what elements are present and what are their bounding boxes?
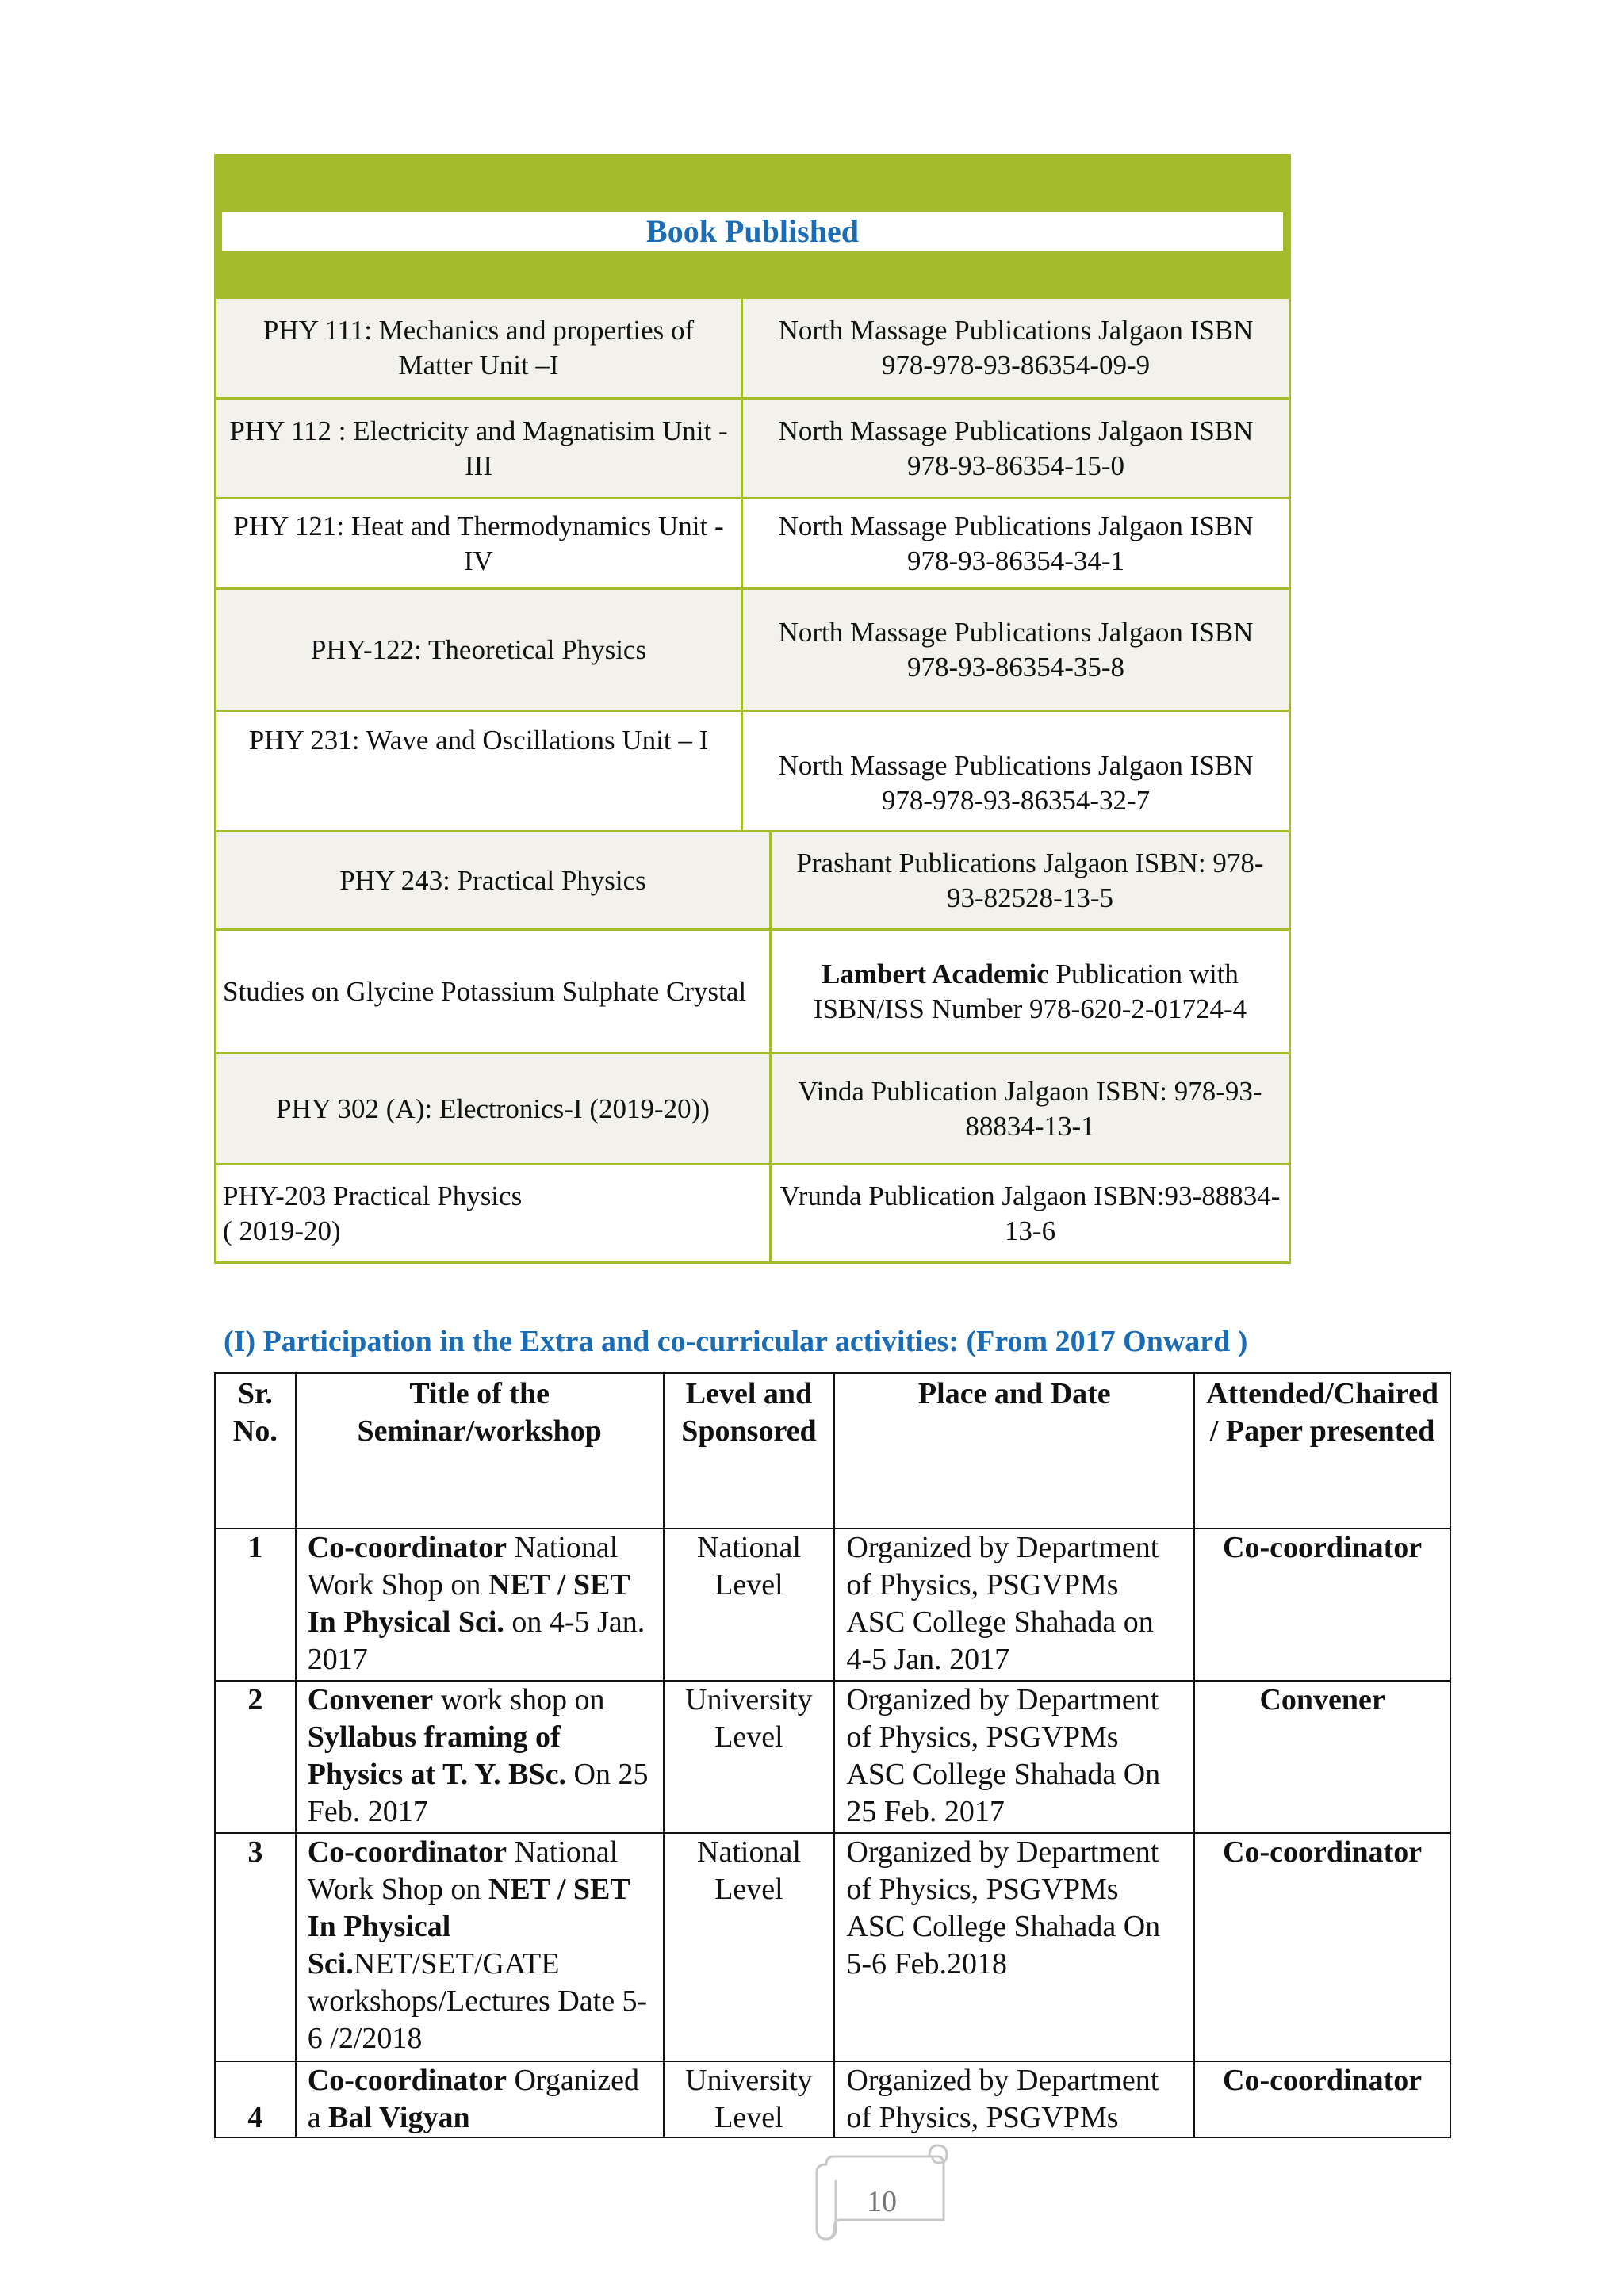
book-publisher [772,931,1289,1052]
column-header-role: Attended/Chaired / Paper presented [1194,1373,1450,1529]
book-title: PHY 121: Heat and Thermodynamics Unit -IV [216,499,743,587]
table-row [215,2061,1450,2137]
role: Co-coordinator [1194,2061,1450,2137]
title-text: Organized a [307,2064,640,2134]
book-publisher: North Massage Publications Jalgaon ISBN 978-93-86354-34-1 [778,510,1254,576]
title-text: work shop on [433,1683,605,1716]
table-row [214,590,1291,712]
place-date: Organized by Department of Physics, PSGVPMs ASC College Shahada on 4-5 Jan. 2017 [834,1529,1194,1681]
seminar-title [296,1529,664,1681]
role-text: Co-coordinator [307,1531,507,1564]
book-title: PHY 302 (A): Electronics-I (2019-20)) [216,1054,772,1163]
table-row [214,499,1291,590]
table-row [214,400,1291,499]
column-header-title: Title of the Seminar/workshop [296,1373,664,1529]
publisher-name: Lambert Academic [822,958,1049,989]
sr-no: 4 [215,2061,296,2137]
table-row [214,1054,1291,1165]
book-title [216,931,772,1052]
table-row [214,712,1291,832]
table-row [215,1681,1450,1833]
sr-no: 1 [215,1529,296,1681]
table-row [214,1165,1291,1264]
place-date: Organized by Department of Physics, PSGVPMs ASC College Shahada On 5-6 Feb.2018 [834,1833,1194,2061]
book-title: PHY-122: Theoretical Physics [216,590,743,710]
column-header-level: Level and Sponsored [664,1373,835,1529]
level-sponsored: University Level [664,1681,835,1833]
level-sponsored: National Level [664,1529,835,1681]
title-bold-text: Syllabus framing of Physics at T. Y. BSc. [307,1720,567,1791]
table-row [214,299,1291,400]
book-publisher: Vrunda Publication Jalgaon ISBN:93-88834-13-6 [779,1180,1281,1246]
sr-no: 3 [215,1833,296,2061]
role-text: Co-coordinator [307,2064,507,2097]
title-date-text: On 25 Feb. 2017 [307,1758,649,1828]
book-title: PHY 243: Practical Physics [216,832,772,928]
book-publisher: Prashant Publications Jalgaon ISBN: 978-93-82528-13-5 [796,847,1264,913]
seminar-title [296,2061,664,2137]
level-sponsored: University Level [664,2061,835,2137]
role-text: Convener [307,1683,434,1716]
table-row [215,1529,1450,1681]
table-header-row [215,1373,1450,1529]
table-row [214,931,1291,1054]
role: Co-coordinator [1194,1529,1450,1681]
book-title-line: PHY-203 Practical Physics [223,1180,523,1211]
level-sponsored: National Level [664,1833,835,2061]
book-publisher: North Massage Publications Jalgaon ISBN 978-978-93-86354-09-9 [778,315,1254,381]
book-title: PHY 231: Wave and Oscillations Unit – I [216,712,743,830]
participation-table [214,1372,1451,2138]
book-title-text: Studies on Glycine Potassium Sulphate Crystal [223,975,747,1007]
page-number-scroll [802,2141,961,2244]
title-bold-text: Bal Vigyan [328,2101,470,2134]
table-row [214,832,1291,931]
seminar-title [296,1681,664,1833]
book-published-header [214,154,1291,299]
column-header-place-date: Place and Date [834,1373,1194,1529]
place-date: Organized by Department of Physics, PSGVPMs [834,2061,1194,2137]
sr-no: 2 [215,1681,296,1833]
book-title: PHY 112 : Electricity and Magnatisim Unit -III [216,400,743,497]
book-title [216,1165,772,1261]
role: Convener [1194,1681,1450,1833]
title-text: National Work Shop on [307,1531,619,1601]
role: Co-coordinator [1194,1833,1450,2061]
role-text: Co-coordinator [307,1835,507,1869]
title-bold-text: NET / SET In Physical Sci. [307,1873,630,1980]
publisher-details: Publication with ISBN/ISS Number 978-620-2-01724-4 [813,958,1247,1024]
book-title: PHY 111: Mechanics and properties of Matter Unit –I [216,299,743,397]
book-publisher: North Massage Publications Jalgaon ISBN 978-93-86354-15-0 [778,415,1254,481]
page-number: 10 [867,2185,897,2218]
title-bold-text: NET / SET In Physical Sci. [307,1568,630,1639]
participation-heading: (I) Participation in the Extra and co-curricular activities: (From 2017 Onward ) [224,1325,1248,1358]
table-row [215,1833,1450,2061]
title-date-text: on 4-5 Jan. 2017 [307,1605,645,1676]
book-publisher: North Massage Publications Jalgaon ISBN 978-93-86354-35-8 [778,616,1254,683]
place-date: Organized by Department of Physics, PSGVPMs ASC College Shahada On 25 Feb. 2017 [834,1681,1194,1833]
book-publisher: Vinda Publication Jalgaon ISBN: 978-93-88834-13-1 [798,1075,1262,1142]
column-header-sr-no: Sr. No. [215,1373,296,1529]
book-published-table [214,154,1291,1264]
book-publisher: North Massage Publications Jalgaon ISBN 978-978-93-86354-32-7 [778,749,1254,816]
seminar-title [296,1833,664,2061]
title-text: National Work Shop on [307,1835,619,1906]
book-title-line: ( 2019-20) [223,1215,341,1246]
book-published-title: Book Published [222,212,1283,251]
title-date-text: NET/SET/GATE workshops/Lectures Date 5-6 /2/2018 [307,1947,648,2055]
